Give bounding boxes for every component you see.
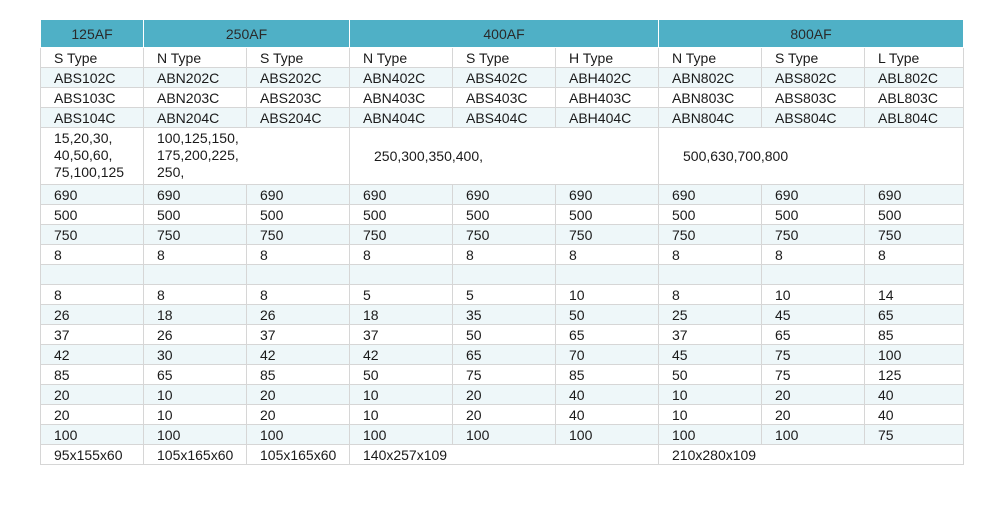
- model-cell: ABN804C: [659, 108, 762, 128]
- spec-value-cell: [659, 265, 762, 285]
- type-cell: N Type: [659, 48, 762, 68]
- spec-value-cell: [762, 265, 865, 285]
- spec-value-cell: 10: [350, 385, 453, 405]
- type-cell: L Type: [865, 48, 964, 68]
- spec-value-cell: 100: [144, 425, 247, 445]
- model-cell: ABS202C: [247, 68, 350, 88]
- spec-value-cell: 690: [659, 185, 762, 205]
- rating-line: 175,200,225,: [157, 147, 239, 163]
- spec-value-cell: 8: [556, 245, 659, 265]
- spec-value-cell: 42: [350, 345, 453, 365]
- model-cell: ABL803C: [865, 88, 964, 108]
- spec-value-cell: 10: [659, 405, 762, 425]
- spec-value-row: [41, 285, 964, 305]
- spec-value-cell: 500: [350, 205, 453, 225]
- spec-value-cell: 75: [762, 345, 865, 365]
- spec-value-cell: 40: [556, 385, 659, 405]
- spec-value-cell: 750: [762, 225, 865, 245]
- model-cell: ABS404C: [453, 108, 556, 128]
- spec-value-cell: 26: [144, 325, 247, 345]
- spec-value-row: [41, 405, 964, 425]
- spec-value-cell: 690: [247, 185, 350, 205]
- spec-value-cell: 500: [247, 205, 350, 225]
- spec-value-cell: 65: [865, 305, 964, 325]
- spec-value-row: [41, 325, 964, 345]
- spec-value-cell: 40: [865, 405, 964, 425]
- spec-value-cell: 65: [453, 345, 556, 365]
- spec-value-cell: 100: [762, 425, 865, 445]
- rating-line: 40,50,60,: [54, 147, 113, 163]
- spec-value-cell: 65: [762, 325, 865, 345]
- spec-value-cell: 20: [41, 405, 144, 425]
- rating-800af: 500,630,700,800: [659, 128, 964, 185]
- model-cell: ABN403C: [350, 88, 453, 108]
- rating-250af: [144, 128, 350, 185]
- spec-value-cell: 750: [350, 225, 453, 245]
- spec-value-cell: 750: [865, 225, 964, 245]
- spec-value-cell: 8: [247, 285, 350, 305]
- spec-value-cell: 25: [659, 305, 762, 325]
- rating-line: 100,125,150,: [157, 130, 239, 146]
- model-cell: ABN203C: [144, 88, 247, 108]
- model-cell: ABN404C: [350, 108, 453, 128]
- spec-value-cell: 100: [350, 425, 453, 445]
- spec-value-cell: 20: [247, 405, 350, 425]
- model-cell: ABN202C: [144, 68, 247, 88]
- spec-value-cell: 20: [453, 385, 556, 405]
- header-400af: 400AF: [350, 20, 659, 48]
- model-cell: ABL804C: [865, 108, 964, 128]
- model-cell: ABH403C: [556, 88, 659, 108]
- model-cell: ABN803C: [659, 88, 762, 108]
- spec-value-row: [41, 385, 964, 405]
- spec-value-cell: 500: [865, 205, 964, 225]
- spec-value-row: [41, 345, 964, 365]
- spec-value-cell: [247, 265, 350, 285]
- spec-value-cell: 40: [865, 385, 964, 405]
- spec-value-cell: 85: [247, 365, 350, 385]
- dimension-125af: 95x155x60: [41, 445, 144, 465]
- model-cell: ABS803C: [762, 88, 865, 108]
- spec-value-cell: 750: [659, 225, 762, 245]
- type-cell: N Type: [144, 48, 247, 68]
- header-800af: 800AF: [659, 20, 964, 48]
- spec-value-cell: 10: [762, 285, 865, 305]
- type-row: [41, 48, 964, 68]
- frame-header-row: [41, 20, 964, 48]
- model-cell: ABS102C: [41, 68, 144, 88]
- model-row: [41, 88, 964, 108]
- spec-value-cell: 500: [144, 205, 247, 225]
- spec-value-cell: 20: [247, 385, 350, 405]
- spec-value-cell: 10: [556, 285, 659, 305]
- rating-line: 15,20,30,: [54, 130, 113, 146]
- model-cell: ABL802C: [865, 68, 964, 88]
- spec-value-cell: 8: [41, 245, 144, 265]
- spec-value-cell: 690: [453, 185, 556, 205]
- spec-value-cell: 42: [41, 345, 144, 365]
- spec-value-cell: 100: [41, 425, 144, 445]
- model-row: [41, 108, 964, 128]
- spec-value-cell: 35: [453, 305, 556, 325]
- spec-value-cell: 50: [556, 305, 659, 325]
- spec-value-cell: 70: [556, 345, 659, 365]
- spec-value-cell: 500: [762, 205, 865, 225]
- spec-value-cell: 500: [659, 205, 762, 225]
- spec-value-cell: 8: [659, 245, 762, 265]
- spec-value-cell: 42: [247, 345, 350, 365]
- spec-value-cell: 690: [41, 185, 144, 205]
- model-cell: ABS204C: [247, 108, 350, 128]
- spec-value-cell: 690: [556, 185, 659, 205]
- rating-400af: 250,300,350,400,: [350, 128, 659, 185]
- spec-value-cell: 65: [556, 325, 659, 345]
- spec-value-cell: 690: [762, 185, 865, 205]
- spec-value-cell: [144, 265, 247, 285]
- spec-value-cell: 8: [41, 285, 144, 305]
- model-cell: ABN802C: [659, 68, 762, 88]
- spec-value-cell: 20: [453, 405, 556, 425]
- spec-value-cell: [41, 265, 144, 285]
- spec-value-cell: 37: [41, 325, 144, 345]
- header-250af: 250AF: [144, 20, 350, 48]
- model-cell: ABS802C: [762, 68, 865, 88]
- rated-current-row: [41, 128, 964, 185]
- spec-value-cell: 10: [144, 385, 247, 405]
- spec-value-cell: 75: [865, 425, 964, 445]
- spec-value-cell: 750: [247, 225, 350, 245]
- spec-value-cell: 125: [865, 365, 964, 385]
- spec-value-row: [41, 205, 964, 225]
- spec-value-cell: 20: [41, 385, 144, 405]
- spec-value-cell: 5: [453, 285, 556, 305]
- spec-value-cell: 8: [865, 245, 964, 265]
- spec-value-cell: 8: [247, 245, 350, 265]
- spec-value-cell: 500: [453, 205, 556, 225]
- spec-value-cell: 85: [41, 365, 144, 385]
- spec-value-cell: [865, 265, 964, 285]
- spec-value-cell: 5: [350, 285, 453, 305]
- type-cell: S Type: [453, 48, 556, 68]
- spec-value-cell: 50: [659, 365, 762, 385]
- model-cell: ABH402C: [556, 68, 659, 88]
- breaker-spec-table: [40, 19, 964, 465]
- spec-value-cell: 8: [453, 245, 556, 265]
- spec-value-cell: 45: [762, 305, 865, 325]
- spec-value-cell: 750: [41, 225, 144, 245]
- spec-value-row: [41, 225, 964, 245]
- model-cell: ABN402C: [350, 68, 453, 88]
- spec-value-cell: 37: [247, 325, 350, 345]
- spec-value-row: [41, 305, 964, 325]
- spec-value-cell: 8: [144, 245, 247, 265]
- spec-value-cell: 8: [762, 245, 865, 265]
- type-cell: N Type: [350, 48, 453, 68]
- spec-value-cell: 45: [659, 345, 762, 365]
- spec-value-cell: 85: [556, 365, 659, 385]
- dimension-400af: 140x257x109: [350, 445, 659, 465]
- type-cell: H Type: [556, 48, 659, 68]
- spec-value-cell: 40: [556, 405, 659, 425]
- dimension-800af: 210x280x109: [659, 445, 964, 465]
- spec-value-cell: 690: [865, 185, 964, 205]
- spec-value-cell: 100: [556, 425, 659, 445]
- spec-value-row: [41, 265, 964, 285]
- model-cell: ABS103C: [41, 88, 144, 108]
- spec-value-row: [41, 365, 964, 385]
- spec-value-cell: 26: [41, 305, 144, 325]
- spec-value-cell: 690: [144, 185, 247, 205]
- spec-value-row: [41, 185, 964, 205]
- spec-value-cell: 750: [556, 225, 659, 245]
- model-cell: ABS403C: [453, 88, 556, 108]
- spec-value-cell: 8: [350, 245, 453, 265]
- rating-125af: [41, 128, 144, 185]
- spec-value-cell: 500: [556, 205, 659, 225]
- spec-value-cell: 85: [865, 325, 964, 345]
- model-cell: ABS203C: [247, 88, 350, 108]
- spec-value-cell: 14: [865, 285, 964, 305]
- spec-value-cell: 10: [144, 405, 247, 425]
- spec-value-cell: 8: [659, 285, 762, 305]
- model-row: [41, 68, 964, 88]
- spec-value-cell: 50: [453, 325, 556, 345]
- spec-value-cell: 500: [41, 205, 144, 225]
- spec-value-cell: 50: [350, 365, 453, 385]
- spec-value-cell: 75: [453, 365, 556, 385]
- model-cell: ABS804C: [762, 108, 865, 128]
- spec-value-cell: 100: [247, 425, 350, 445]
- dimensions-row: [41, 445, 964, 465]
- dimension-250af-n: 105x165x60: [144, 445, 247, 465]
- type-cell: S Type: [41, 48, 144, 68]
- spec-value-cell: 75: [762, 365, 865, 385]
- spec-value-row: [41, 245, 964, 265]
- spec-value-cell: 20: [762, 385, 865, 405]
- header-125af: 125AF: [41, 20, 144, 48]
- spec-value-cell: 37: [659, 325, 762, 345]
- spec-value-cell: 18: [350, 305, 453, 325]
- spec-value-cell: 65: [144, 365, 247, 385]
- model-cell: ABS402C: [453, 68, 556, 88]
- spec-value-cell: 690: [350, 185, 453, 205]
- spec-value-cell: 26: [247, 305, 350, 325]
- spec-value-cell: 20: [762, 405, 865, 425]
- spec-value-cell: 8: [144, 285, 247, 305]
- rating-line: 75,100,125: [54, 164, 125, 180]
- spec-value-row: [41, 425, 964, 445]
- spec-value-cell: 100: [659, 425, 762, 445]
- spec-value-cell: 30: [144, 345, 247, 365]
- spec-value-cell: 100: [865, 345, 964, 365]
- type-cell: S Type: [247, 48, 350, 68]
- spec-value-cell: 750: [144, 225, 247, 245]
- spec-value-cell: 10: [350, 405, 453, 425]
- model-cell: ABH404C: [556, 108, 659, 128]
- model-cell: ABS104C: [41, 108, 144, 128]
- model-cell: ABN204C: [144, 108, 247, 128]
- spec-value-cell: 750: [453, 225, 556, 245]
- spec-value-cell: [453, 265, 556, 285]
- spec-value-cell: 100: [453, 425, 556, 445]
- spec-value-cell: 18: [144, 305, 247, 325]
- spec-value-cell: 37: [350, 325, 453, 345]
- spec-value-cell: [350, 265, 453, 285]
- type-cell: S Type: [762, 48, 865, 68]
- dimension-250af-s: 105x165x60: [247, 445, 350, 465]
- rating-line: 250,: [157, 164, 185, 180]
- spec-value-cell: 10: [659, 385, 762, 405]
- spec-value-cell: [556, 265, 659, 285]
